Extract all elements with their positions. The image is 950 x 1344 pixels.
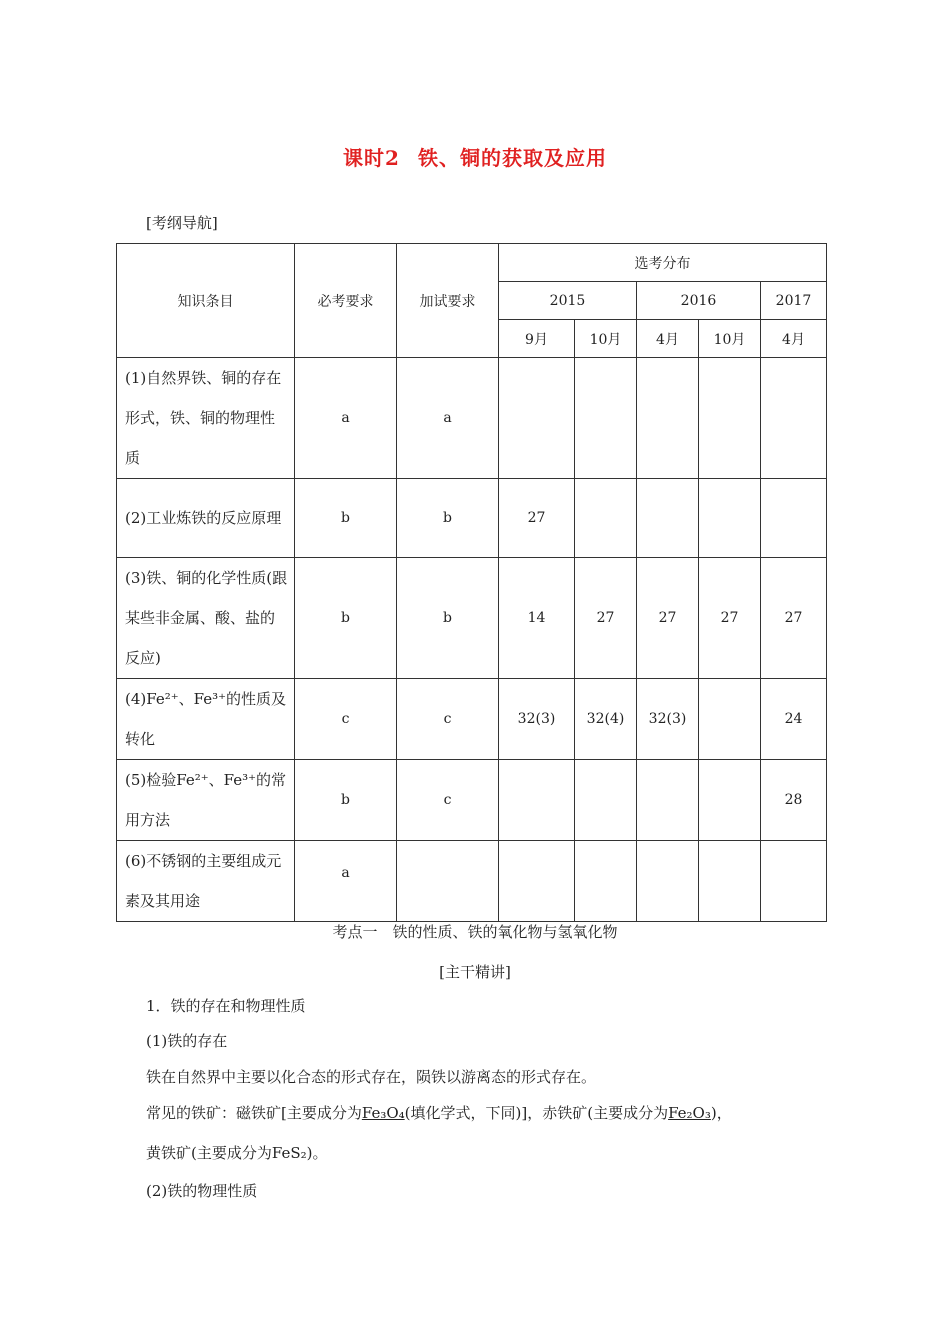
paragraph-text: 常见的铁矿：磁铁矿[主要成分为Fe₃O₄(填化学式，下同)]，赤铁矿(主要成分为Fe₂O₃)， <box>146 1104 732 1122</box>
row-cell <box>575 841 637 922</box>
row-cell <box>699 841 761 922</box>
month-cell: 4月 <box>761 320 827 358</box>
paragraph-text: 黄铁矿(主要成分为FeS₂)。 <box>146 1144 328 1162</box>
paragraph-heading: 1．铁的存在和物理性质 <box>146 997 306 1015</box>
row-cell: 24 <box>761 679 827 760</box>
header-distribution: 选考分布 <box>499 244 827 282</box>
row-cell <box>637 841 699 922</box>
row-cell <box>699 358 761 479</box>
row-cell <box>699 760 761 841</box>
year-2016: 2016 <box>637 282 761 320</box>
row-cell <box>499 841 575 922</box>
page-title: 课时2 铁、铜的获取及应用 <box>343 146 607 170</box>
header-required: 必考要求 <box>295 244 397 358</box>
row-cell: 32(3) <box>637 679 699 760</box>
row-item: (2)工业炼铁的反应原理 <box>117 479 295 558</box>
row-cell <box>761 358 827 479</box>
syllabus-table <box>116 243 827 922</box>
answer-blank: Fe₃O₄ <box>361 1104 405 1122</box>
table-row <box>117 841 827 922</box>
month-cell: 4月 <box>637 320 699 358</box>
row-req2: a <box>397 358 499 479</box>
month-cell: 10月 <box>575 320 637 358</box>
row-cell <box>575 358 637 479</box>
row-cell: 32(4) <box>575 679 637 760</box>
row-cell: 32(3) <box>499 679 575 760</box>
month-cell: 10月 <box>699 320 761 358</box>
row-cell: 27 <box>761 558 827 679</box>
row-req1: a <box>295 841 397 922</box>
table-row <box>117 760 827 841</box>
year-2017: 2017 <box>761 282 827 320</box>
row-req2 <box>397 841 499 922</box>
row-item: (6)不锈钢的主要组成元素及其用途 <box>117 841 295 922</box>
row-req2: c <box>397 679 499 760</box>
row-req1: c <box>295 679 397 760</box>
table-row <box>117 358 827 479</box>
header-extra: 加试要求 <box>397 244 499 358</box>
row-cell <box>761 841 827 922</box>
paragraph-text: 铁在自然界中主要以化合态的形式存在，陨铁以游离态的形式存在。 <box>146 1068 597 1086</box>
row-cell: 28 <box>761 760 827 841</box>
row-item: (5)检验Fe²⁺、Fe³⁺的常用方法 <box>117 760 295 841</box>
row-cell <box>637 479 699 558</box>
table-row <box>117 679 827 760</box>
row-cell: 27 <box>575 558 637 679</box>
table-row <box>117 479 827 558</box>
row-cell <box>499 760 575 841</box>
row-req2: b <box>397 558 499 679</box>
row-cell: 27 <box>637 558 699 679</box>
header-item: 知识条目 <box>117 244 295 358</box>
paragraph-subheading: (2)铁的物理性质 <box>146 1182 258 1200</box>
row-cell <box>637 760 699 841</box>
row-cell: 27 <box>699 558 761 679</box>
row-req1: b <box>295 760 397 841</box>
year-2015: 2015 <box>499 282 637 320</box>
row-item: (1)自然界铁、铜的存在形式，铁、铜的物理性质 <box>117 358 295 479</box>
section-title: 考点一 铁的性质、铁的氧化物与氢氧化物 <box>332 923 618 941</box>
row-cell <box>699 679 761 760</box>
row-req2: c <box>397 760 499 841</box>
row-item: (3)铁、铜的化学性质(跟某些非金属、酸、盐的反应) <box>117 558 295 679</box>
row-req1: a <box>295 358 397 479</box>
row-req2: b <box>397 479 499 558</box>
row-cell <box>575 479 637 558</box>
row-item: (4)Fe²⁺、Fe³⁺的性质及转化 <box>117 679 295 760</box>
row-cell <box>499 358 575 479</box>
row-cell <box>761 479 827 558</box>
row-cell <box>699 479 761 558</box>
row-cell: 27 <box>499 479 575 558</box>
row-cell <box>637 358 699 479</box>
table-row <box>117 558 827 679</box>
row-cell <box>575 760 637 841</box>
answer-blank: Fe₂O₃ <box>668 1104 711 1122</box>
nav-label: [考纲导航] <box>146 214 218 232</box>
row-req1: b <box>295 558 397 679</box>
sub-label: [主干精讲] <box>439 963 511 981</box>
row-req1: b <box>295 479 397 558</box>
month-cell: 9月 <box>499 320 575 358</box>
paragraph-subheading: (1)铁的存在 <box>146 1032 228 1050</box>
row-cell: 14 <box>499 558 575 679</box>
